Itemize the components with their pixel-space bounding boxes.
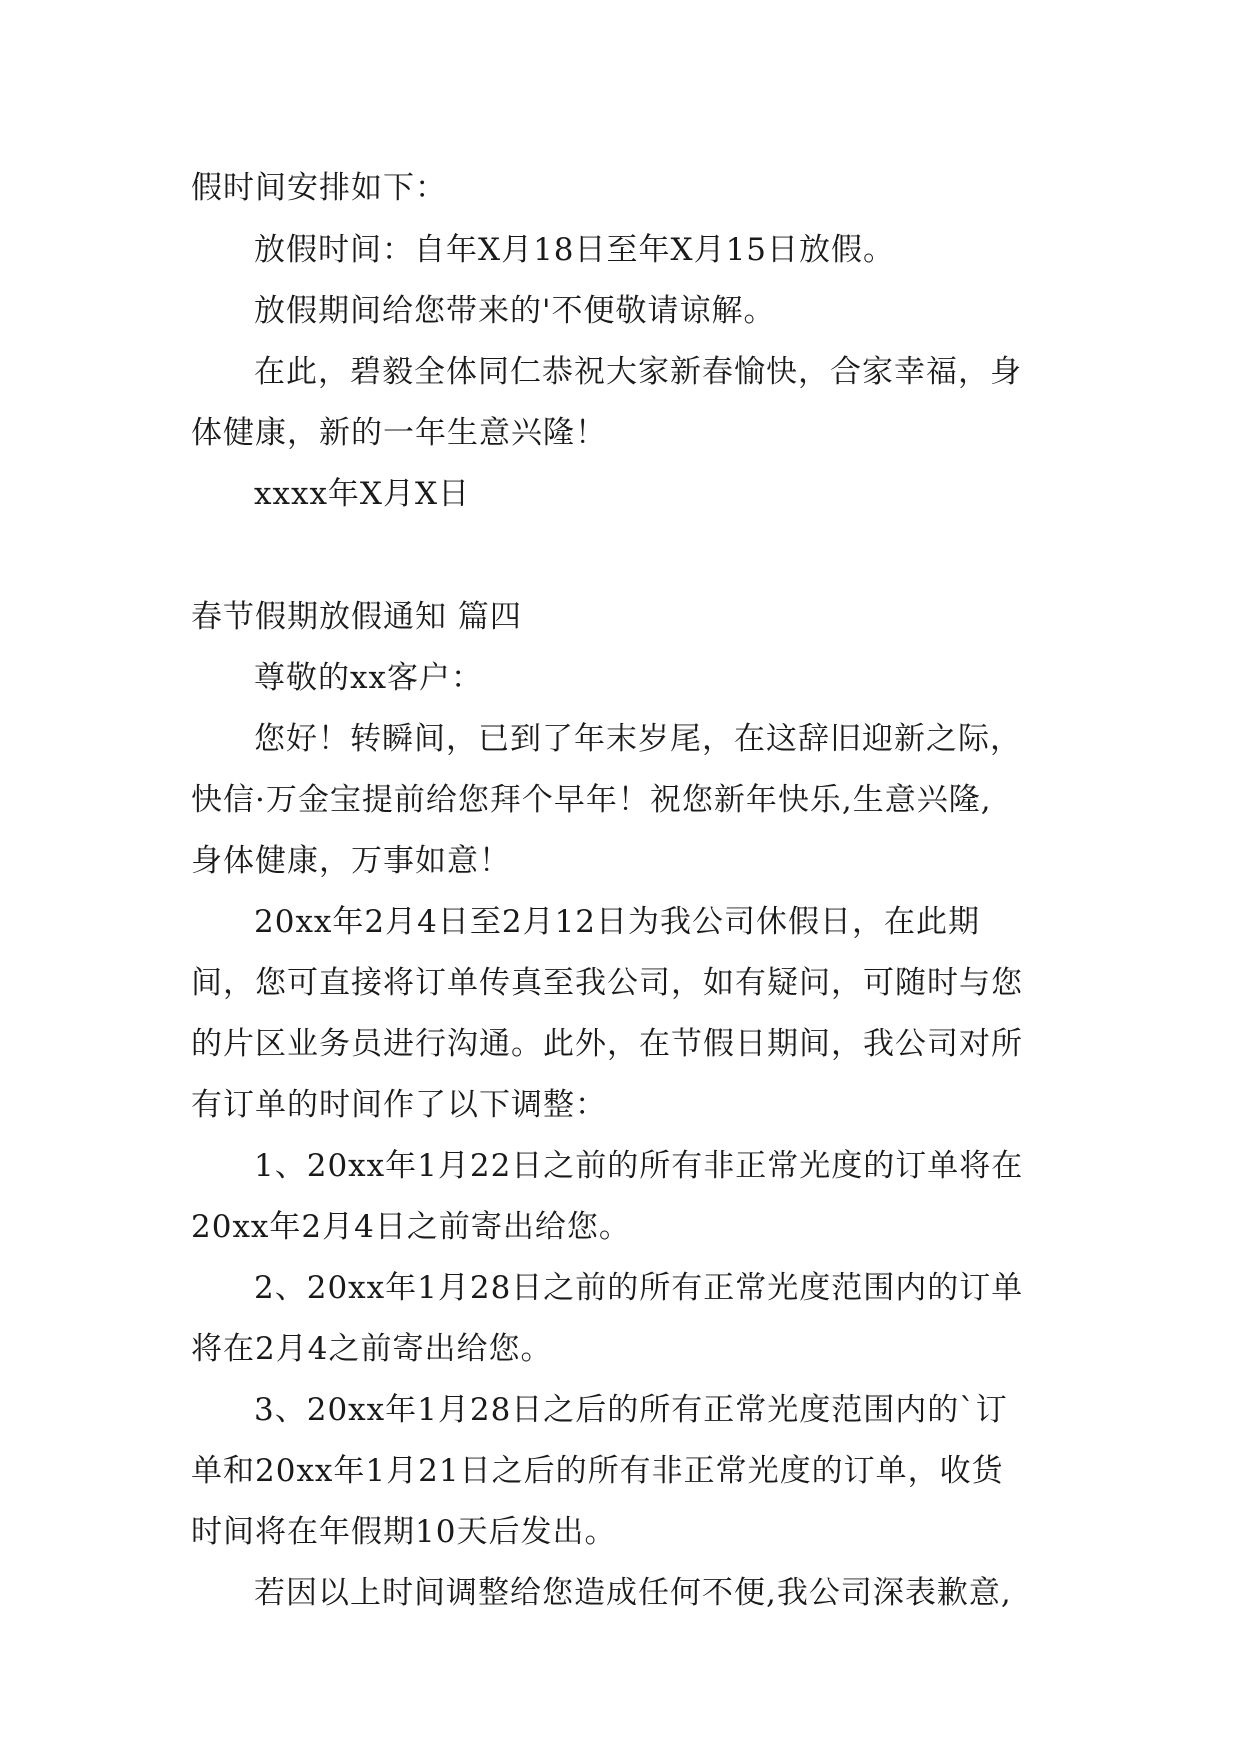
text-line: 单和20xx年1月21日之后的所有非正常光度的订单，收货 [191,1453,1004,1489]
text-line: 将在2月4之前寄出给您。 [191,1331,553,1367]
text-line: 您好！转瞬间，已到了年末岁尾，在这辞旧迎新之际， [254,721,1022,757]
section-title: 春节假期放假通知 篇四 [191,599,522,635]
text-line: 放假时间：自年X月18日至年X月15日放假。 [254,232,896,268]
text-line: 2、20xx年1月28日之前的所有正常光度范围内的订单 [254,1270,1024,1306]
text-line: 假时间安排如下： [191,170,447,206]
text-line: 身体健康，万事如意！ [191,843,511,879]
text-line: 快信·万金宝提前给您拜个早年！祝您新年快乐,生意兴隆, [191,782,992,818]
text-line: 间，您可直接将订单传真至我公司，如有疑问，可随时与您 [191,965,1023,1001]
text-line: xxxx年X月X日 [254,476,471,512]
text-line: 时间将在年假期10天后发出。 [191,1514,617,1550]
text-line: 在此，碧毅全体同仁恭祝大家新春愉快，合家幸福，身 [254,354,1022,390]
text-line: 若因以上时间调整给您造成任何不便,我公司深表歉意, [254,1575,1012,1611]
text-line: 体健康，新的一年生意兴隆！ [191,415,607,451]
text-line: 20xx年2月4日之前寄出给您。 [191,1209,631,1245]
text-line: 尊敬的xx客户： [254,660,483,696]
text-line: 1、20xx年1月22日之前的所有非正常光度的订单将在 [254,1148,1024,1184]
text-line: 20xx年2月4日至2月12日为我公司休假日，在此期 [254,904,981,940]
text-line: 有订单的时间作了以下调整： [191,1087,607,1123]
text-line: 3、20xx年1月28日之后的所有正常光度范围内的`订 [254,1392,1008,1428]
text-line: 的片区业务员进行沟通。此外，在节假日期间，我公司对所 [191,1026,1023,1062]
text-line: 放假期间给您带来的'不便敬请谅解。 [254,293,776,329]
